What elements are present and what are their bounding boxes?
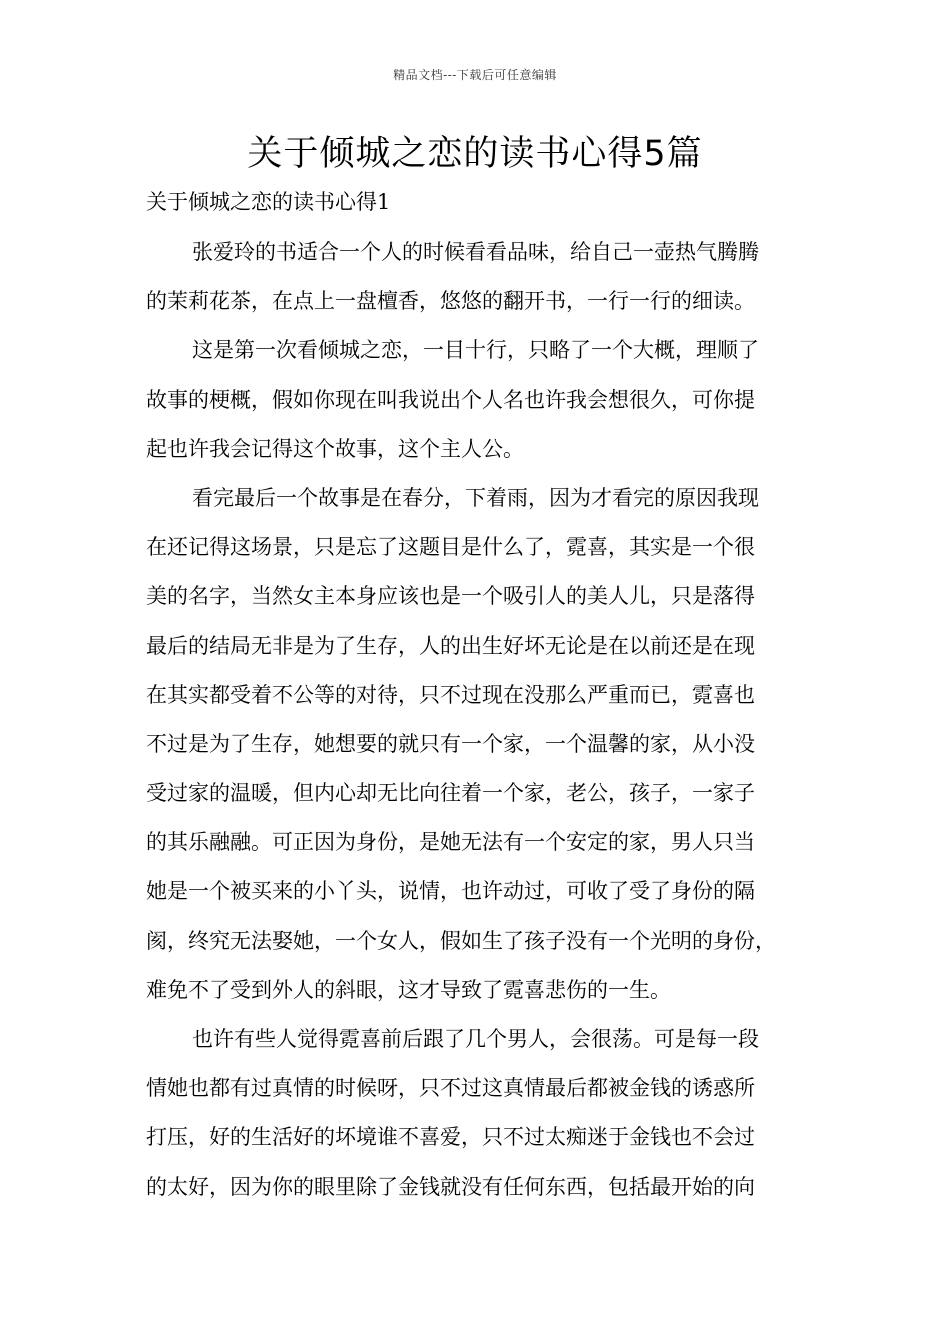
document-title: 关于倾城之恋的读书心得5篇 — [247, 134, 703, 174]
header-note: 精品文档---下载后可任意编辑 — [393, 68, 557, 82]
body-text — [146, 228, 808, 1212]
paragraph-line: 受过家的温暖，但内心却无比向往着一个家，老公，孩子，一家子 — [146, 781, 755, 806]
paragraph-line: 起也许我会记得这个故事，这个主人公。 — [146, 436, 524, 461]
paragraph-line: 她是一个被买来的小丫头，说情，也许动过，可收了受了身份的隔 — [146, 879, 755, 904]
paragraph-line: 最后的结局无非是为了生存，人的出生好坏无论是在以前还是在现 — [146, 633, 755, 658]
paragraph-line: 难免不了受到外人的斜眼，这才导致了霓喜悲伤的一生。 — [146, 977, 671, 1002]
paragraph-line: 情她也都有过真情的时候呀，只不过这真情最后都被金钱的诱惑所 — [146, 1076, 755, 1101]
section-subtitle: 关于倾城之恋的读书心得1 — [146, 190, 391, 214]
paragraph-line: 也许有些人觉得霓喜前后跟了几个男人，会很荡。可是每一段 — [192, 1027, 759, 1051]
paragraph-line: 美的名字，当然女主本身应该也是一个吸引人的美人儿，只是落得 — [146, 584, 755, 609]
paragraph-line: 在还记得这场景，只是忘了这题目是什么了，霓喜，其实是一个很 — [146, 535, 755, 560]
paragraph-line: 看完最后一个故事是在春分，下着雨，因为才看完的原因我现 — [192, 485, 759, 510]
paragraph-line: 阂，终究无法娶她，一个女人，假如生了孩子没有一个光明的身份， — [146, 928, 776, 953]
paragraph-line: 不过是为了生存，她想要的就只有一个家，一个温馨的家，从小没 — [146, 731, 755, 756]
paragraph-line: 故事的梗概，假如你现在叫我说出个人名也许我会想很久，可你提 — [146, 387, 755, 412]
paragraph-line: 的茉莉花茶，在点上一盘檀香，悠悠的翻开书，一行一行的细读。 — [146, 289, 755, 314]
paragraph-line: 这是第一次看倾城之恋，一目十行，只略了一个大概，理顺了 — [192, 338, 759, 363]
paragraph-line: 张爱玲的书适合一个人的时候看看品味，给自己一壶热气腾腾 — [192, 240, 759, 264]
paragraph-line: 打压，好的生活好的坏境谁不喜爱，只不过太痴迷于金钱也不会过 — [146, 1125, 755, 1150]
paragraph-line: 的其乐融融。可正因为身份，是她无法有一个安定的家，男人只当 — [146, 830, 755, 855]
paragraph-line: 的太好，因为你的眼里除了金钱就没有任何东西，包括最开始的向 — [146, 1174, 755, 1199]
paragraph-line: 在其实都受着不公等的对待，只不过现在没那么严重而已，霓喜也 — [146, 682, 755, 707]
